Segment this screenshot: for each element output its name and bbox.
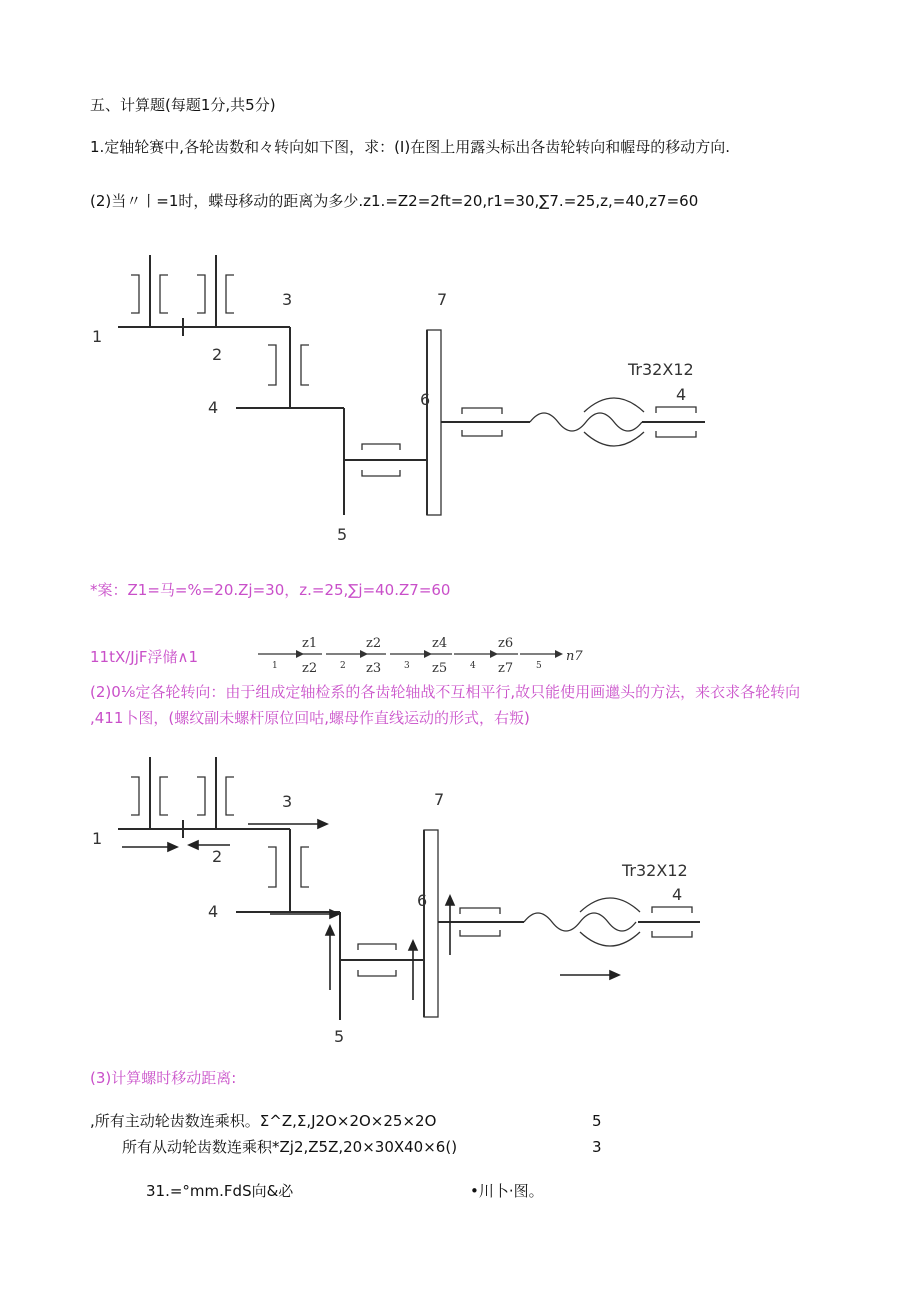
chain-z2: z2 bbox=[302, 661, 318, 676]
fig1-nut-label: 4 bbox=[676, 385, 687, 404]
section-title: 五、计算题(每题1分,共5分) bbox=[90, 96, 276, 114]
fig1-screw-label: Tr32X12 bbox=[628, 360, 694, 379]
chain-z7: z7 bbox=[498, 661, 514, 676]
chain-z2b: z2 bbox=[366, 636, 382, 651]
calc-line-1: ,所有主动轮齿数连乘枳。Σ^Z,Σ,J2O×2O×25×2O bbox=[90, 1112, 437, 1130]
answer-line-1: *案：Z1=马=%=20.Zj=30，z.=25,∑j=40.Z7=60 bbox=[90, 581, 451, 599]
calc-line-1-right: 5 bbox=[592, 1112, 602, 1130]
chain-z4: z4 bbox=[432, 636, 448, 651]
chain-z6: z6 bbox=[498, 636, 514, 651]
fig1-label-7: 7 bbox=[437, 290, 448, 309]
chain-a3: 3 bbox=[404, 661, 410, 671]
chain-a2: 2 bbox=[340, 661, 346, 671]
chain-n7: n7 bbox=[566, 649, 583, 664]
fig2-label-5: 5 bbox=[334, 1027, 345, 1046]
answer-line-5: (3)计算螺时移动距离: bbox=[90, 1069, 237, 1087]
answer-line-3: (2)0⅛定各轮转向：由于组成定轴检系的各齿轮轴战不互相平行,故只能使用画邋头的方法，来衣求各轮转向 bbox=[90, 683, 801, 701]
fig2-label-1: 1 bbox=[92, 829, 103, 848]
fig1-label-6: 6 bbox=[420, 390, 431, 409]
chain-z3: z3 bbox=[366, 661, 382, 676]
fig1-label-2: 2 bbox=[212, 345, 223, 364]
chain-n1: 1 bbox=[272, 661, 278, 671]
fig1-label-1: 1 bbox=[92, 327, 103, 346]
chain-a4: 4 bbox=[470, 661, 476, 671]
fig1-label-5: 5 bbox=[337, 525, 348, 544]
answer-line-2: 11tX/JjF浮储∧1 bbox=[90, 648, 199, 666]
answer-line-4: ,411卜图，(螺纹副未螺杆原位回咕,螺母作直线运动的形式，右叛) bbox=[90, 709, 530, 727]
question-line-1: 1.定轴轮赛中,各轮齿数和々转向如下图，求：(I)在图上用露头标出各齿轮转向和幄母的移动方向. bbox=[90, 138, 730, 156]
fig2-label-7: 7 bbox=[434, 790, 445, 809]
fig1-label-4: 4 bbox=[208, 398, 219, 417]
fig2-label-4: 4 bbox=[208, 902, 219, 921]
fig2-label-6: 6 bbox=[417, 891, 428, 910]
calc-line-3: 31.=°mm.FdS向&必 bbox=[146, 1182, 294, 1200]
fig2-label-3: 3 bbox=[282, 792, 293, 811]
fig2-nut-label: 4 bbox=[672, 885, 683, 904]
chain-z5: z5 bbox=[432, 661, 448, 676]
calc-line-2-right: 3 bbox=[592, 1138, 602, 1156]
calc-line-3-right: •川卜·图。 bbox=[470, 1182, 544, 1200]
fig2-screw-label: Tr32X12 bbox=[622, 861, 688, 880]
fig2-label-2: 2 bbox=[212, 847, 223, 866]
chain-z1: z1 bbox=[302, 636, 318, 651]
question-line-2: (2)当〃丨=1时，蝶母移动的距离为多少.z1.=Z2=2ft=20,r1=30,∑7.=25,z,=40,z7=60 bbox=[90, 192, 699, 210]
calc-line-2: 所有从动轮齿数连乘积*Zj2,Z5Z,20×30X40×6() bbox=[122, 1138, 458, 1156]
chain-a5: 5 bbox=[536, 661, 542, 671]
fig1-label-3: 3 bbox=[282, 290, 293, 309]
